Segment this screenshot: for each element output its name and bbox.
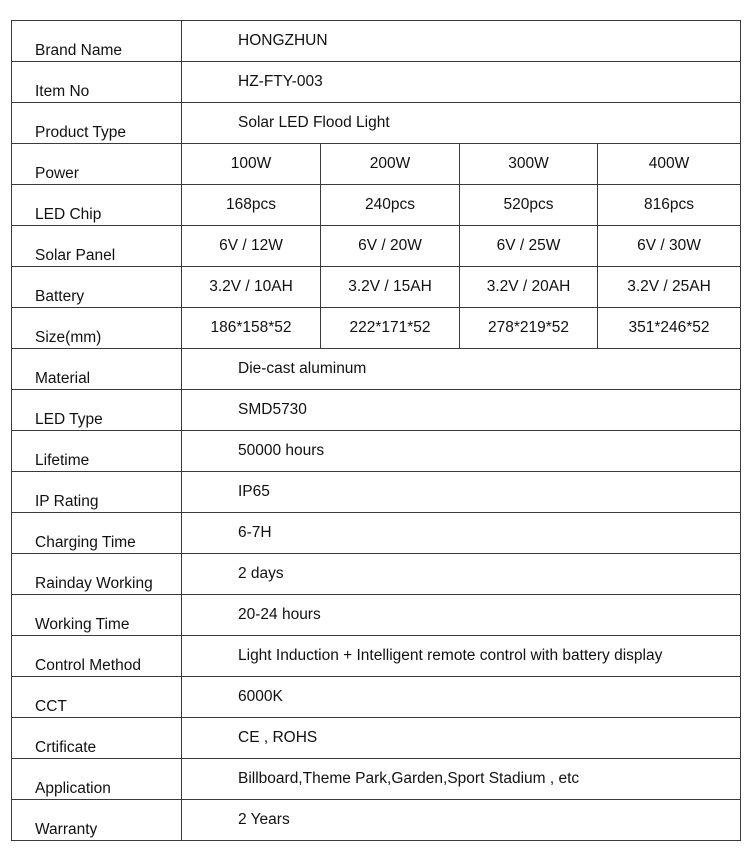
row-value: HZ-FTY-003 (182, 62, 741, 103)
row-cell: 400W (598, 144, 741, 185)
table-row (12, 62, 741, 103)
row-cell: 3.2V / 15AH (321, 267, 460, 308)
row-label: Working Time (12, 595, 182, 636)
row-cell: 6V / 30W (598, 226, 741, 267)
row-label: Item No (12, 62, 182, 103)
row-value: CE , ROHS (182, 718, 741, 759)
table-row (12, 185, 741, 226)
row-cell: 240pcs (321, 185, 460, 226)
row-value: 2 days (182, 554, 741, 595)
table-row (12, 677, 741, 718)
row-cell: 300W (460, 144, 598, 185)
row-value: Die-cast aluminum (182, 349, 741, 390)
row-cell: 520pcs (460, 185, 598, 226)
row-cell: 816pcs (598, 185, 741, 226)
row-value: Billboard,Theme Park,Garden,Sport Stadium , etc (182, 759, 741, 800)
row-cell: 100W (182, 144, 321, 185)
table-row (12, 554, 741, 595)
table-row (12, 390, 741, 431)
row-label: Charging Time (12, 513, 182, 554)
row-label: Lifetime (12, 431, 182, 472)
table-row (12, 513, 741, 554)
row-value: HONGZHUN (182, 21, 741, 62)
row-value: 50000 hours (182, 431, 741, 472)
table-row (12, 349, 741, 390)
table-row (12, 431, 741, 472)
table-row (12, 103, 741, 144)
row-cell: 200W (321, 144, 460, 185)
row-label: Application (12, 759, 182, 800)
row-label: Warranty (12, 800, 182, 841)
table-row (12, 267, 741, 308)
row-cell: 3.2V / 25AH (598, 267, 741, 308)
table-row (12, 595, 741, 636)
row-cell: 278*219*52 (460, 308, 598, 349)
row-label: LED Type (12, 390, 182, 431)
spec-table-body (12, 21, 741, 841)
table-row (12, 144, 741, 185)
row-label: Size(mm) (12, 308, 182, 349)
row-label: LED Chip (12, 185, 182, 226)
row-cell: 6V / 20W (321, 226, 460, 267)
row-value: 2 Years (182, 800, 741, 841)
row-label: Rainday Working (12, 554, 182, 595)
row-cell: 3.2V / 10AH (182, 267, 321, 308)
row-label: Material (12, 349, 182, 390)
row-cell: 6V / 25W (460, 226, 598, 267)
row-label: Battery (12, 267, 182, 308)
row-cell: 351*246*52 (598, 308, 741, 349)
row-value: Solar LED Flood Light (182, 103, 741, 144)
table-row (12, 800, 741, 841)
row-label: IP Rating (12, 472, 182, 513)
row-cell: 3.2V / 20AH (460, 267, 598, 308)
table-row (12, 472, 741, 513)
row-value: IP65 (182, 472, 741, 513)
row-value: Light Induction + Intelligent remote control with battery display (182, 636, 741, 677)
spec-table (11, 20, 741, 841)
row-cell: 168pcs (182, 185, 321, 226)
table-row (12, 21, 741, 62)
row-value: 6-7H (182, 513, 741, 554)
table-row (12, 636, 741, 677)
row-value: SMD5730 (182, 390, 741, 431)
row-label: Control Method (12, 636, 182, 677)
row-cell: 6V / 12W (182, 226, 321, 267)
row-label: CCT (12, 677, 182, 718)
table-row (12, 226, 741, 267)
table-row (12, 759, 741, 800)
row-label: Brand Name (12, 21, 182, 62)
row-label: Power (12, 144, 182, 185)
table-row (12, 308, 741, 349)
row-value: 6000K (182, 677, 741, 718)
table-row (12, 718, 741, 759)
row-label: Solar Panel (12, 226, 182, 267)
row-cell: 186*158*52 (182, 308, 321, 349)
row-label: Product Type (12, 103, 182, 144)
row-label: Crtificate (12, 718, 182, 759)
row-cell: 222*171*52 (321, 308, 460, 349)
row-value: 20-24 hours (182, 595, 741, 636)
